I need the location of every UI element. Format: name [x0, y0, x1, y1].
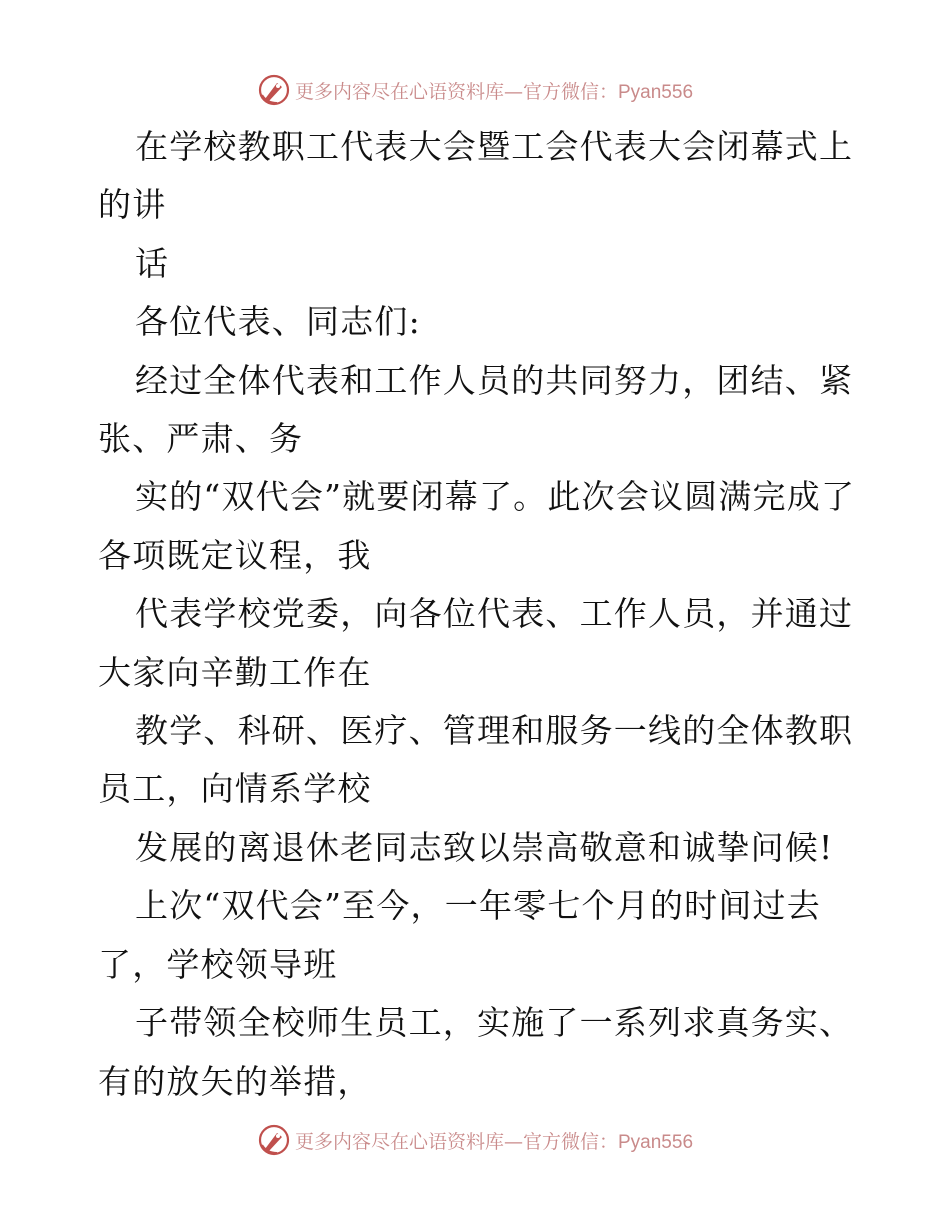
watermark-separator: —	[503, 80, 523, 103]
document-body	[98, 118, 858, 1111]
watermark-wechat-label: 官方微信：	[522, 80, 618, 103]
pen-nib-logo-icon	[257, 73, 291, 107]
body-line: 子带领全校师生员工，实施了一系列求真务实、有的放矢的举措，	[98, 1003, 854, 1101]
body-line: 在学校教职工代表大会暨工会代表大会闭幕式上的讲	[98, 127, 854, 225]
pen-nib-logo-icon	[257, 1123, 291, 1157]
header-watermark	[0, 70, 950, 110]
body-line: 经过全体代表和工作人员的共同努力，团结、紧张、严肃、务	[98, 360, 854, 459]
body-line: 实的“双代会”就要闭幕了。此次会议圆满完成了各项既定议程，我	[98, 477, 856, 575]
watermark-brand-text: 更多内容尽在心语资料库	[294, 80, 504, 103]
watermark-separator: —	[503, 1130, 523, 1153]
body-line: 教学、科研、医疗、管理和服务一线的全体教职员工，向情系学校	[98, 711, 854, 809]
body-line: 各位代表、同志们:	[135, 302, 421, 342]
body-line: 代表学校党委，向各位代表、工作人员，并通过大家向辛勤工作在	[98, 594, 854, 692]
watermark-brand-text: 更多内容尽在心语资料库	[294, 1130, 504, 1153]
footer-watermark	[0, 1120, 950, 1160]
watermark-wechat-id: Pyan556	[618, 81, 694, 103]
body-line: 发展的离退休老同志致以崇高敬意和诚挚问候!	[135, 827, 834, 867]
body-line: 上次“双代会”至今，一年零七个月的时间过去了，学校领导班	[98, 886, 821, 984]
body-line: 话	[135, 243, 170, 283]
watermark-wechat-label: 官方微信：	[522, 1130, 618, 1153]
watermark-wechat-id: Pyan556	[618, 1131, 694, 1153]
